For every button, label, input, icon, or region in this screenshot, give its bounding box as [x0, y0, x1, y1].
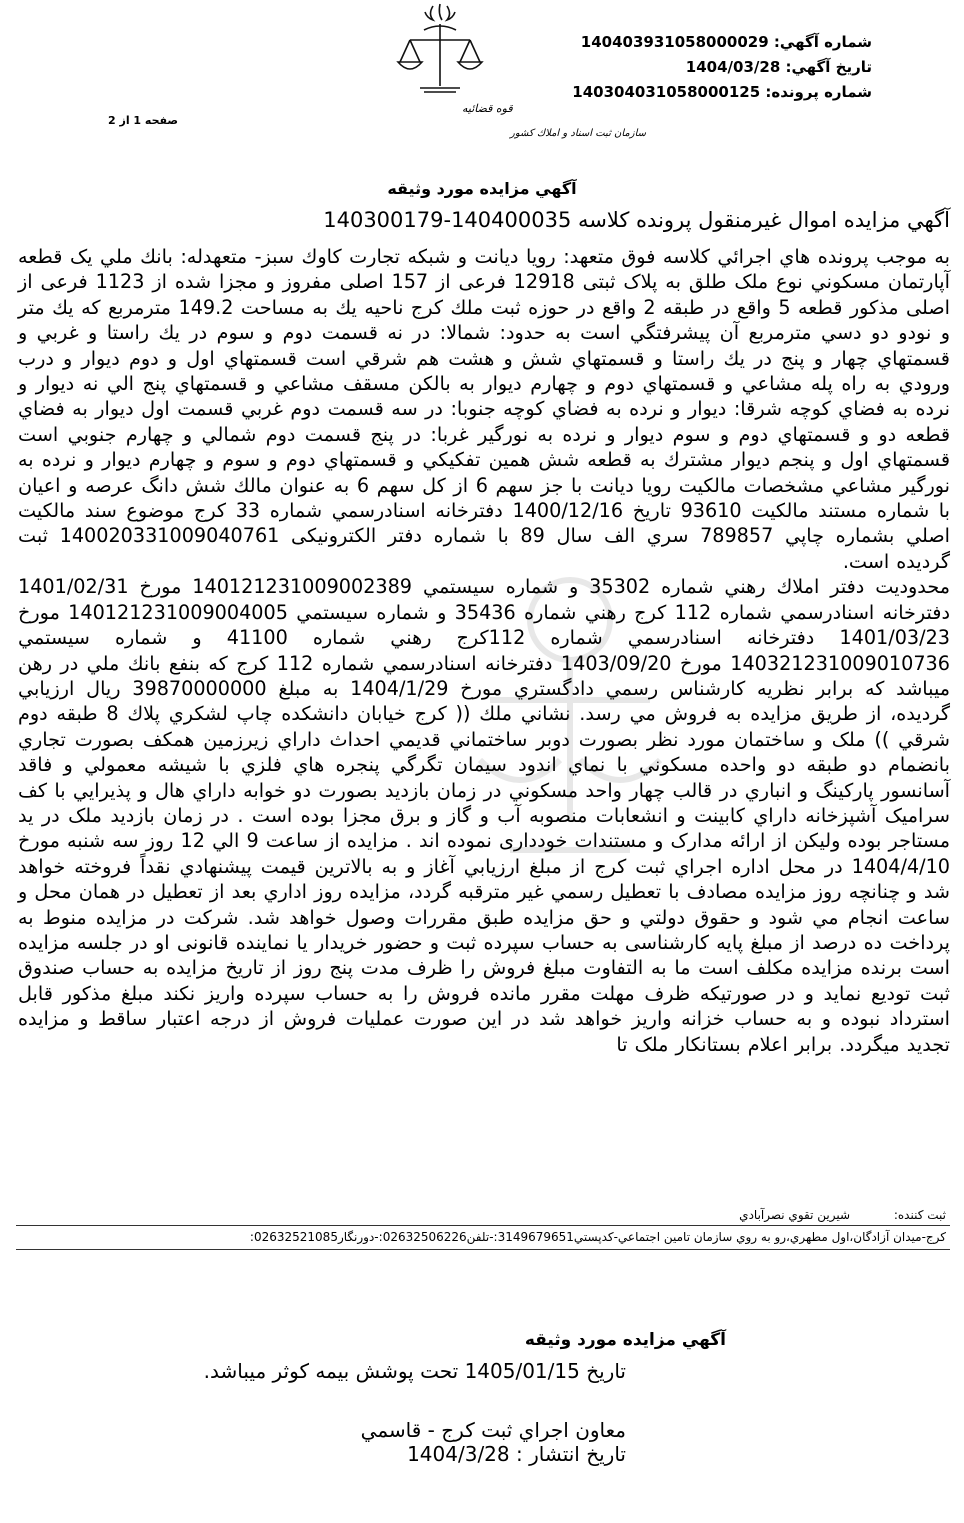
- ad-date-label: تاريخ آگهي:: [785, 58, 872, 76]
- judiciary-emblem-icon: [360, 0, 647, 150]
- file-number-row: [572, 80, 872, 105]
- ad-date-row: [572, 55, 872, 80]
- notice-subtitle: آگهي مزايده اموال غيرمنقول پرونده كلاسه 140400035-140300179: [323, 208, 950, 232]
- body-paragraph-auction: محدوديت دفتر املاك رهني شماره 35302 و شماره سيستمي 140121231009002389 مورخ 1401/02/31 دفترخانه اسنادرسمي شماره 112 كرج رهني شماره 35436 و شماره سيستمي 140121231009004005 مورخ 1401/03/23 دفترخانه اسنادرسمي شماره 112كرج رهني شماره 41100 و شماره سيستمي 140321231009010736 مورخ 1403/09/20 دفترخانه اسنادرسمي شماره 112 كرج كه بنفع بانك ملي در رهن ميباشد كه برابر نظريه كارشناس رسمي دادگستري مورخ 1404/1/29 به مبلغ 39870000000 ريال ارزيابي گرديده، از طريق مزايده به فروش مي رسد. نشاني ملك (( كرج خيابان دانشكده چاپ لشكري پلاك 8 طبقه دوم شرقي )) ملک و ساختمان مورد نظر بصورت دوبر ساختماني قديمي احداث داراي زيرزمين همكف بصورت تجاري بانضمام دو طبقه دو واحده مسكوني با نماي اندود سيمان تگرگي پنجره هاي فلزي با شيشه معمولي و فاقد آسانسور پاركينگ و انباري در قالب چهار واحد مسكوني در زمان بازديد بصورت دو خوابه داراي هال و پذيرايي با كف سراميک آشپزخانه داراي كابينت و انشعابات منصوبه آب و گاز و برق مجزا بوده است . در زمان بازديد ملک در يد مستاجر بوده وليكن از ارائه مدارک و مستندات خودداری نموده اند . مزايده از ساعت 9 الي 12 روز سه شنبه مورخ 1404/4/10 در محل اداره اجراي ثبت كرج از مبلغ ارزيابي آغاز و به بالاترين قيمت پيشنهادي نقداً فروخته خواهد شد و چنانچه روز مزايده مصادف با تعطيل رسمي غير مترقبه گردد، مزايده روز اداري بعد از تعطيل در همان محل و ساعت انجام مي شود و حقوق دولتي و حق مزايده طبق مقررات وصول خواهد شد. شركت در مزايده منوط به پرداخت ده درصد از مبلغ پايه كارشناسی به حساب سپرده ثبت و حضور خريدار يا نماينده قانونی او در جلسه مزايده است برنده مزايده مكلف است ما به التفاوت مبلغ فروش را ظرف مدت پنج روز از تاريخ مزايده به حساب صندوق ثبت توديع نمايد و در صورتيكه ظرف مهلت مقرر مانده فروش را به حساب سپرده واريز نكند مبلغ مذكور قابل استرداد نبوده و به حساب خزانه واريز خواهد شد در اين صورت عمليات فروش از درجه اعتبار ساقط و مزايده تجديد ميگردد. برابر اعلام بستانكار ملک تا: [18, 575, 951, 1056]
- footer-divider-bottom: [16, 1249, 950, 1250]
- notice-body: [18, 244, 950, 1057]
- insurance-line: تاريخ 1405/01/15 تحت پوشش بيمه كوثر ميباشد.: [203, 1359, 626, 1383]
- registrar-label: ثبت كننده:: [893, 1208, 946, 1222]
- ad-number-row: [572, 30, 872, 55]
- ad-number-label: شماره آگهي:: [773, 33, 872, 51]
- publication-date: تاريخ انتشار : 1404/3/28: [407, 1442, 626, 1466]
- file-number: 14030403105800​0125: [572, 83, 761, 101]
- ad-number: 14040393105800​0029: [580, 33, 769, 51]
- file-number-label: شماره پرونده:: [765, 83, 872, 101]
- registrar-name: شيرين تقوي نصرآبادي: [739, 1208, 851, 1222]
- emblem-caption: قوه قضائيه: [462, 102, 513, 115]
- emblem-org: سازمان ثبت اسناد و املاك كشور: [510, 128, 647, 139]
- footer-divider: [16, 1225, 950, 1226]
- registrar: [739, 1208, 946, 1222]
- continuation-title: آگهي مزايده مورد وثيقه: [524, 1330, 726, 1350]
- page-indicator: صفحه 1 از 2: [108, 114, 179, 127]
- notice-title: آگهي مزايده مورد وثيقه: [387, 179, 577, 198]
- signature-deputy: معاون اجراي ثبت كرج - قاسمي: [360, 1418, 626, 1442]
- office-address: كرج-ميدان آزادگان،اول مطهري،رو به روي سازمان تامين اجتماعي-كدپستي3149679651:-تلفن02632506226:-دورنگار02632521085:: [249, 1230, 946, 1244]
- notice-metadata: [572, 30, 872, 105]
- body-paragraph-property: به موجب پرونده هاي اجرائي كلاسه فوق متعهد: رويا ديانت و شبكه تجارت كاوك سبز- متعهدله: بانك ملي يک قطعه آپارتمان مسکوني نوع ملک طلق به پلاک ثبتی 12918 فرعی از 157 اصلی مفروز و مجزا شده از 1123 فرعی از اصلی مذکور قطعه 5 واقع در طبقه 2 واقع در حوزه ثبت ملك كرج ناحيه يك به مساحت 149.2 مترمربع كه يك متر و نودو دو دسي مترمربع آن پيشرفتگي است به حدود: شمالا: در نه قسمت دوم و سوم در يك راستا و غربي و قسمتهاي چهار و پنج در يك راستا و قسمتهاي شش و هشت هم شرقي است قسمتهاي اول و دوم ديوار و درب ورودي به راه پله مشاعي و قسمتهاي دوم و چهارم ديوار به بالكن مسقف مشاعي و قسمتهاي پنج الي نه ديوار و نرده به فضاي كوچه شرقا: ديوار و نرده به فضاي كوچه جنوبا: در سه قسمت دوم غربي قسمت اول ديوار به فضاي قطعه دو و قسمتهاي دوم و سوم ديوار و نرده به نورگير غربا: در پنج قسمت دوم شمالي و چهارم جنوبي است قسمتهاي اول و پنجم ديوار مشترك به قطعه شش همين تفكيكي و قسمتهاي دوم و سوم و چهارم ديوار و نرده به نورگير مشاعي مشخصات مالكيت رويا ديانت با جز سهم 6 از كل سهم 6 به عنوان مالك شش دانگ عرصه و اعيان با شماره مستند مالكيت 93610 تاريخ 1400/12/16 دفترخانه اسنادرسمي شماره 33 كرج موضوع سند مالكيت اصلي بشماره چاپي 789857 سري الف سال 89 با شماره دفتر الكترونيكی 140020331009040761 ثبت گرديده است.: [18, 245, 951, 573]
- ad-date: 1404/03/28: [685, 58, 781, 76]
